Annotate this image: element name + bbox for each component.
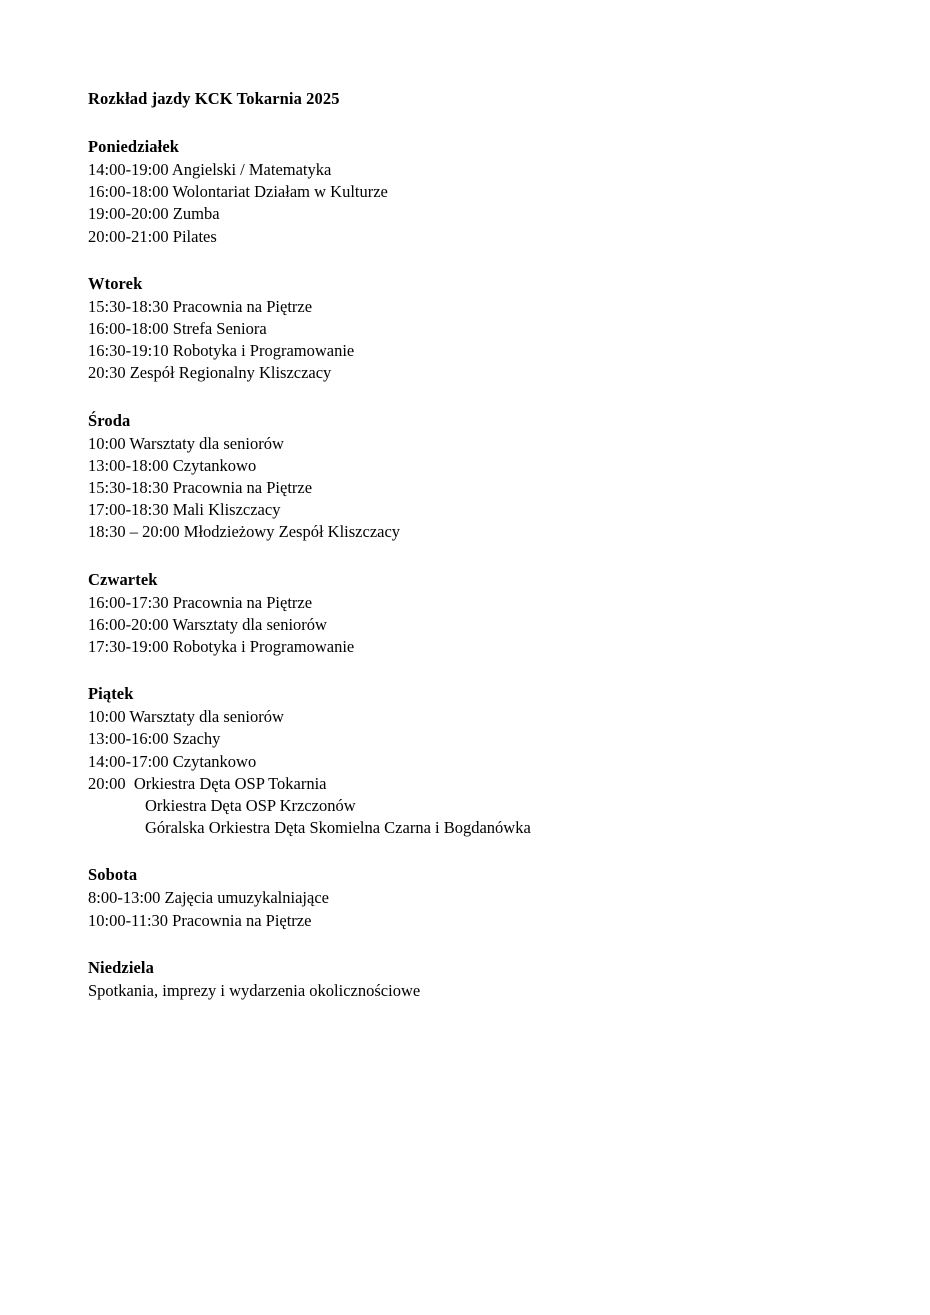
schedule-entry: 16:00-18:00 Wolontariat Działam w Kulturze xyxy=(88,182,388,202)
day-block-sobota xyxy=(88,864,840,931)
schedule-entry: 17:30-19:00 Robotyka i Programowanie xyxy=(88,637,355,657)
schedule-entry: 16:00-18:00 Strefa Seniora xyxy=(88,319,267,339)
schedule-entry: 8:00-13:00 Zajęcia umuzykalniające xyxy=(88,888,329,908)
day-heading: Sobota xyxy=(88,865,138,885)
schedule-entry: 18:30 – 20:00 Młodzieżowy Zespół Kliszczacy xyxy=(88,522,401,542)
day-block-piatek xyxy=(88,683,840,839)
schedule-entry: 20:00 Orkiestra Dęta OSP Tokarnia xyxy=(88,773,327,793)
schedule-entry: 13:00-16:00 Szachy xyxy=(88,729,221,749)
schedule-entry: 15:30-18:30 Pracownia na Piętrze xyxy=(88,296,313,316)
day-block-sroda xyxy=(88,410,840,544)
schedule-entry: 14:00-17:00 Czytankowo xyxy=(88,751,257,771)
schedule-entry: Spotkania, imprezy i wydarzenia okolicznościowe xyxy=(88,980,421,1000)
day-block-niedziela xyxy=(88,957,840,1002)
day-heading: Poniedziałek xyxy=(88,137,180,156)
schedule-entry: 20:00-21:00 Pilates xyxy=(88,226,217,246)
day-heading: Wtorek xyxy=(88,273,143,293)
schedule-entry: Orkiestra Dęta OSP Krzczonów xyxy=(145,796,356,816)
schedule-entry: 17:00-18:30 Mali Kliszczacy xyxy=(88,500,281,520)
day-block-poniedzialek xyxy=(88,136,840,248)
page-title: Rozkład jazdy KCK Tokarnia 2025 xyxy=(88,89,340,108)
schedule-entry: Góralska Orkiestra Dęta Skomielna Czarna i Bogdanówka xyxy=(145,818,531,838)
schedule-entry: 16:30-19:10 Robotyka i Programowanie xyxy=(88,341,355,361)
schedule-entry: 10:00 Warsztaty dla seniorów xyxy=(88,433,284,453)
day-heading: Czwartek xyxy=(88,569,158,589)
day-block-czwartek xyxy=(88,569,840,659)
schedule-entry: 13:00-18:00 Czytankowo xyxy=(88,455,257,475)
day-heading: Niedziela xyxy=(88,957,154,977)
schedule-entry: 16:00-20:00 Warsztaty dla seniorów xyxy=(88,614,327,634)
schedule-entry: 10:00 Warsztaty dla seniorów xyxy=(88,707,284,727)
day-heading: Środa xyxy=(88,410,131,430)
schedule-entry: 20:30 Zespół Regionalny Kliszczacy xyxy=(88,363,332,383)
day-block-wtorek xyxy=(88,273,840,385)
day-heading: Piątek xyxy=(88,684,134,704)
schedule-entry: 14:00-19:00 Angielski / Matematyka xyxy=(88,160,332,179)
schedule-entry: 15:30-18:30 Pracownia na Piętrze xyxy=(88,478,313,498)
schedule-entry: 19:00-20:00 Zumba xyxy=(88,204,220,224)
schedule-entry: 10:00-11:30 Pracownia na Piętrze xyxy=(88,910,312,930)
schedule-entry: 16:00-17:30 Pracownia na Piętrze xyxy=(88,592,313,612)
